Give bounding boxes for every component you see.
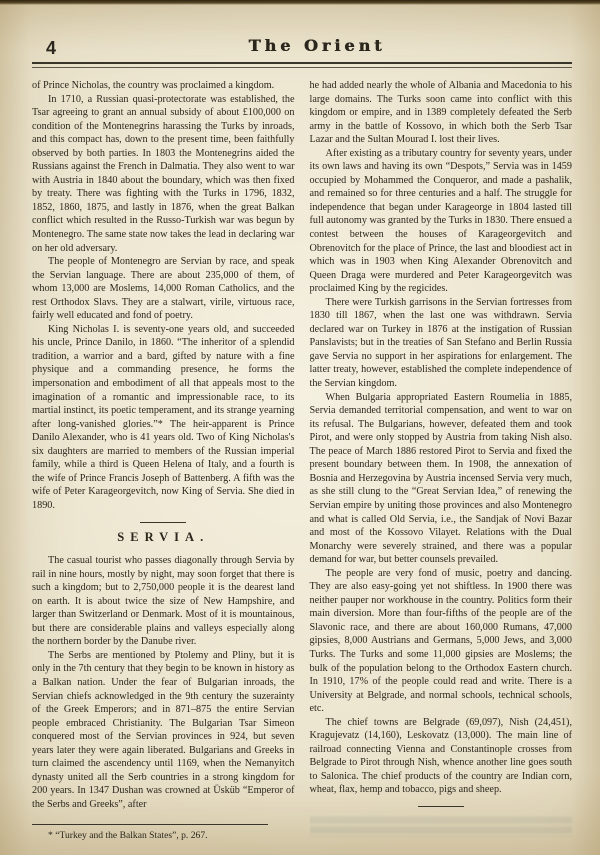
text-columns <box>32 79 572 842</box>
paragraph: of Prince Nicholas, the country was proclaimed a kingdom. <box>32 80 275 91</box>
section-divider-rule <box>140 522 186 523</box>
paragraph: When Bulgaria appropriated Eastern Roumelia in 1885, Servia demanded territorial compensation, and went to war on its refusal. The Bulgarians, however, defeated them and took Pirot, and were only stopped by Austria from taking Nish also. The peace of March 1886 restored Pirot to Servia and fixed the present boundary between them. In 1908, the annexation of Bosnia and Herzegovina by Austria incensed Servia very much, as she still clung to the “Great Servian Idea,” of renewing the Servian empire by uniting those provinces and also Montenegro and what is called Old Servia, i.e., the Sandjak of Novi Bazar and most of the Kossovo Vilayet. Relations with the Dual Monarchy were severely strained, and there was a popular demand for war, but better counsels prevailed. <box>309 391 572 566</box>
paragraph: In 1710, a Russian quasi-protectorate was established, the Tsar agreeing to grant an annual subsidy of about £100,000 on condition of the Montenegrins harassing the Turks by inroads, and this compact has, down to the present time, been faithfully observed by both parties. In 1803 the Montenegrins aided the Russians against the French in Dalmatia. They also went to war with Austria in 1840 about the boundary, which was then fixed by treaty. There was fighting with the Turks in 1796, 1832, 1852, 1860, 1875, and lastly in 1876, when the great Balkan conflict which resulted in the Russo-Turkish war was begun by Montenegro. The same state now takes the lead in declaring war on her old adversary. <box>32 93 295 254</box>
article-end-rule <box>418 806 464 807</box>
paragraph: After existing as a tributary country for seventy years, under its own laws and having its own “Despots,” Servia was in 1459 occupied by Mohammed the Conqueror, and made a pashalik, and remained so for three centuries and a half. The struggle for independence that began under Karageorge in 1804 lasted till full autonomy was granted by the Turks in 1830. There ensued a contest between the houses of Karageorgevitch and Obrenovitch for the place of Prince, the last and bloodiest act in which was in 1903 when King Alexander Obrenovitch and Queen Draga were murdered and Peter Karageorgevitch was proclaimed King by the regicides. <box>309 147 572 295</box>
paragraph: The people are very fond of music, poetry and dancing. They are also easy-going yet not shiftless. In 1900 there was neither pauper nor workhouse in the country. Politics form their main diversion. More than four-fifths of the people are of the Slavonic race, and there are about 160,000 Rumans, 47,000 gipsies, 8,000 Austrians and Germans, 5,000 Jews, and 3,000 Turks. The Turks and some 11,000 gipsies are Moslems; the bulk of the population belong to the Orthodox Eastern church. In 1910, 17% of the people could read and write. There is a University at Belgrade, and normal schools, technical schools, etc. <box>309 567 572 715</box>
right-column <box>310 79 573 842</box>
paragraph: The Serbs are mentioned by Ptolemy and Pliny, but it is only in the 7th century that they begin to be known in history as a Balkan nation. Under the fear of Bulgarian inroads, the Servian chiefs acknowledged in the 9th century the suzerainty of the Greek Emperors; and in 871–875 the entire Servian people embraced Christianity. The Bulgarian Tsar Simeon conquered most of the Servian provinces in 924, but seven years later they were again liberated. Bulgarians and Greeks in turn claimed the ascendency until 1169, when the Nemanyitch dynasty united all the Serb countries in a strong kingdom for 200 years. In 1347 Dushan was crowned at Üsküb “Emperor of the Serbs and Greeks”, after <box>32 649 295 810</box>
paragraph: There were Turkish garrisons in the Servian fortresses from 1830 till 1867, when the last one was withdrawn. Servia declared war on Turkey in 1876 at the instigation of Russian Panslavists; but in the treaties of San Stefano and Berlin Russia gave Servia no support in her aspirations for enlargement. The latter treaty, however, established the complete independence of the Servian kingdom. <box>309 296 572 390</box>
paragraph: King Nicholas I. is seventy-one years old, and succeeded his uncle, Prince Danilo, in 1860. “The inheritor of a splendid tradition, a warrior and a bard, gifted by nature with a fine physique and a commanding presence, he forms the impersonation and embodiment of all that appeals most to the imagination of a romantic and impressionable race, to its martial instinct, its poetic temperament, and its strange yearning after long-vanished glories.”* The heir-apparent is Prince Danilo Alexander, who is 41 years old. Two of King Nicholas's six daughters are married to members of the Russian imperial family, while a third is Queen Helena of Italy, and a fourth is the wife of Prince Francis Joseph of Battenberg. A fifth was the wife of Peter Karageorgevitch, now King of Servia. She died in 1890. <box>32 323 295 511</box>
page-number: 4 <box>46 38 57 58</box>
footnote-text: * “Turkey and the Balkan States”, p. 267. <box>48 830 208 842</box>
ink-bleed-through <box>310 815 573 837</box>
footnote-rule <box>32 824 268 825</box>
page-header <box>32 36 572 60</box>
masthead-title: The Orient <box>248 36 386 55</box>
paragraph: The people of Montenegro are Servian by race, and speak the Servian language. There are about 235,000 of them, of whom 13,000 are Moslems, 14,000 Roman Catholics, and the rest Orthodox Slavs. They are a stalwart, virile, virtuous race, fairly well educated and fond of poetry. <box>32 256 295 322</box>
paragraph: The casual tourist who passes diagonally through Servia by rail in nine hours, mostly by night, may soon forget that there is such a kingdom; but to 2,750,000 people it is the dearest land on earth. It is about twice the size of New Hampshire, and larger than Switzerland or Denmark. Most of it is mountainous, but there are considerable plains and valleys especially along the northern border by the Danube river. <box>32 555 295 648</box>
section-heading-servia: SERVIA. <box>117 529 210 544</box>
paragraph: he had added nearly the whole of Albania and Macedonia to his large domains. The Turks soon came into conflict with this kingdom or empire, and in 1389 completely defeated the Serb army in the battle of Kossovo, in which both the Serb Tsar Lazar and the Sultan Mourad I. lost their lives. <box>309 80 572 146</box>
header-rule <box>32 62 572 68</box>
footnote-block <box>32 824 295 842</box>
paragraph: The chief towns are Belgrade (69,097), Nish (24,451), Kragujevatz (14,160), Leskovatz (13,000). The main line of railroad connecting Vienna and Constantinople crosses from Belgrade to Pirot through Nish, whence another line goes south to Salonica. The chief products of the country are Indian corn, wheat, flax, hemp and tobacco, pigs and sheep. <box>309 716 572 796</box>
left-column <box>32 79 295 842</box>
